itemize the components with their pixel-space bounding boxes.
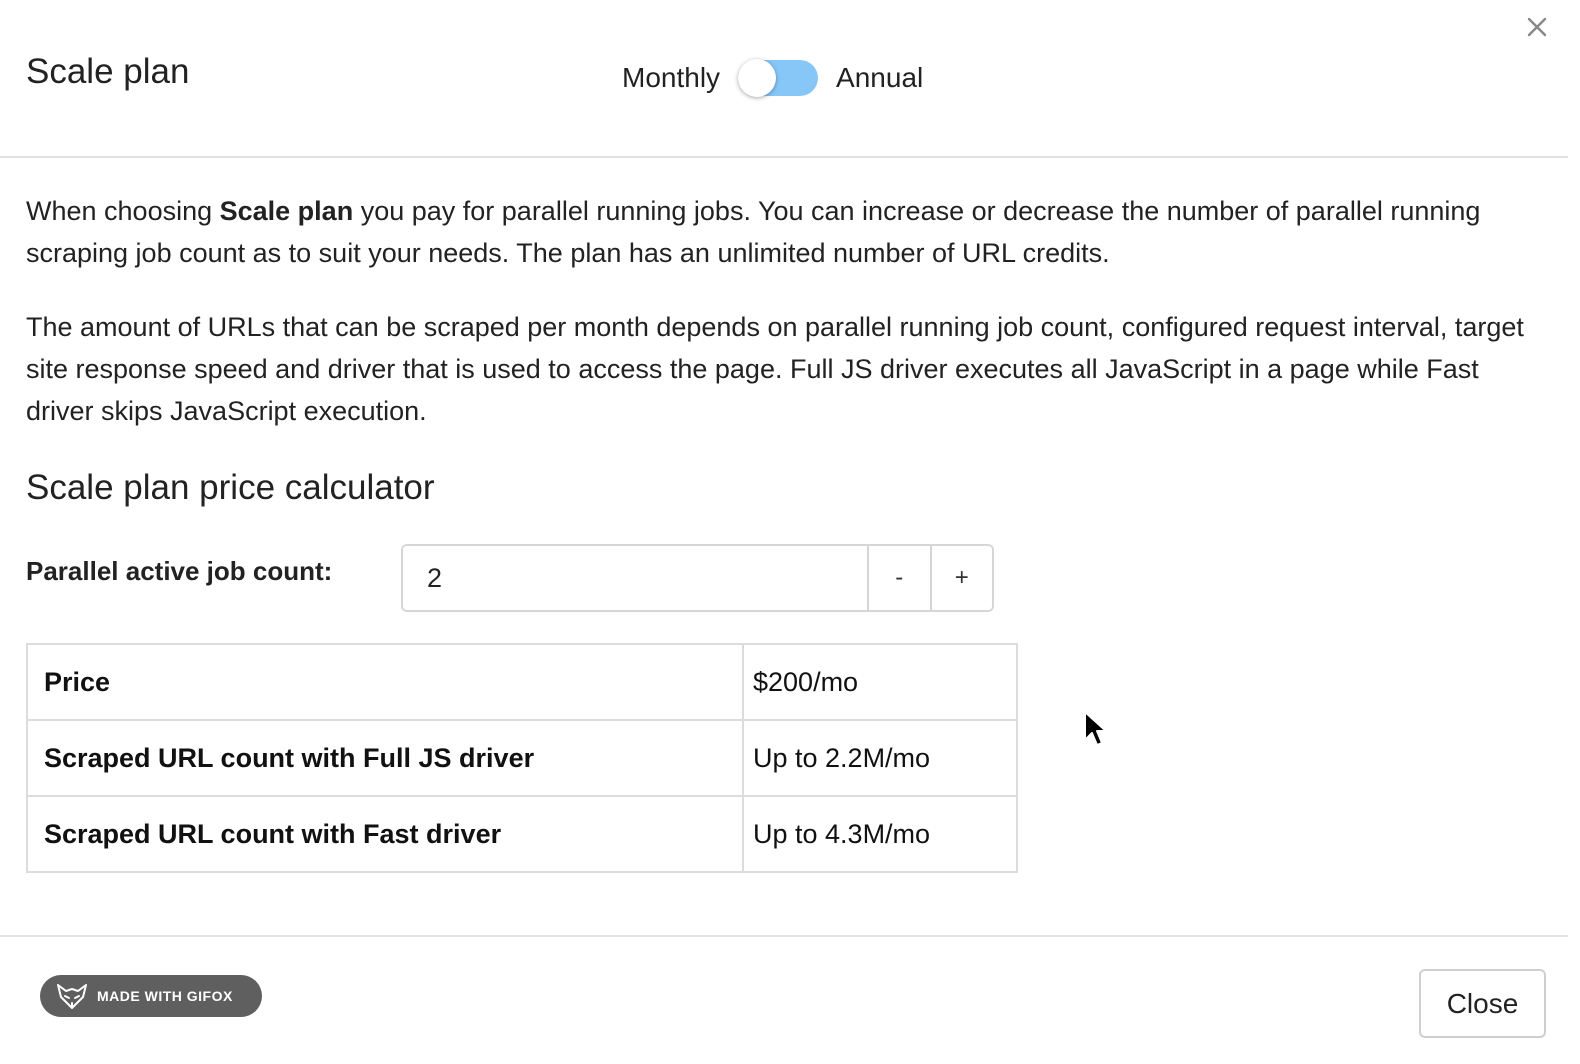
fox-logo-icon: [56, 982, 88, 1010]
close-x-icon[interactable]: [1520, 10, 1554, 44]
row-value-fast: Up to 4.3M/mo: [743, 796, 1017, 872]
price-table: [26, 643, 1018, 873]
badge-text: MADE WITH GIFOX: [97, 988, 233, 1004]
row-label-fast: Scraped URL count with Fast driver: [27, 796, 743, 872]
annual-label[interactable]: Annual: [836, 62, 924, 93]
table-row: [27, 796, 1017, 872]
row-label-full-js: Scraped URL count with Full JS driver: [27, 720, 743, 796]
mouse-cursor-icon: [1082, 710, 1108, 750]
row-value-full-js: Up to 2.2M/mo: [743, 720, 1017, 796]
table-row: [27, 644, 1017, 720]
billing-period-toggle: [622, 56, 923, 100]
description-paragraph-2: The amount of URLs that can be scraped per month depends on parallel running job count, configured request interval, target site response speed and driver that is used to access the page. Full JS driver executes all JavaScript in a page while Fast driver skips JavaScript execution.: [26, 312, 1524, 426]
switch-knob: [738, 59, 776, 97]
para1-before: When choosing: [26, 196, 220, 226]
description-paragraph-1: [26, 190, 1536, 274]
row-label-price: Price: [27, 644, 743, 720]
calculator-title: Scale plan price calculator: [26, 468, 435, 507]
modal-header: [0, 0, 1568, 158]
gifox-badge[interactable]: [40, 975, 262, 1017]
job-count-stepper: [401, 544, 994, 612]
decrement-button[interactable]: -: [867, 546, 930, 610]
para1-bold: Scale plan: [219, 196, 354, 226]
close-button[interactable]: Close: [1419, 969, 1546, 1038]
plan-description: [26, 190, 1536, 432]
footer-divider: [0, 935, 1568, 937]
modal-title: Scale plan: [26, 52, 190, 91]
increment-button[interactable]: +: [930, 546, 993, 610]
row-value-price: $200/mo: [743, 644, 1017, 720]
table-row: [27, 720, 1017, 796]
billing-switch[interactable]: [738, 58, 818, 98]
para1-after: you pay for parallel running jobs. You can increase or decrease the number of parallel running scraping job count as to suit your needs. The plan has an unlimited number of URL credits.: [26, 196, 1481, 268]
job-count-label: Parallel active job count:: [26, 556, 333, 586]
job-count-input[interactable]: [403, 546, 867, 610]
monthly-label[interactable]: Monthly: [622, 62, 721, 93]
